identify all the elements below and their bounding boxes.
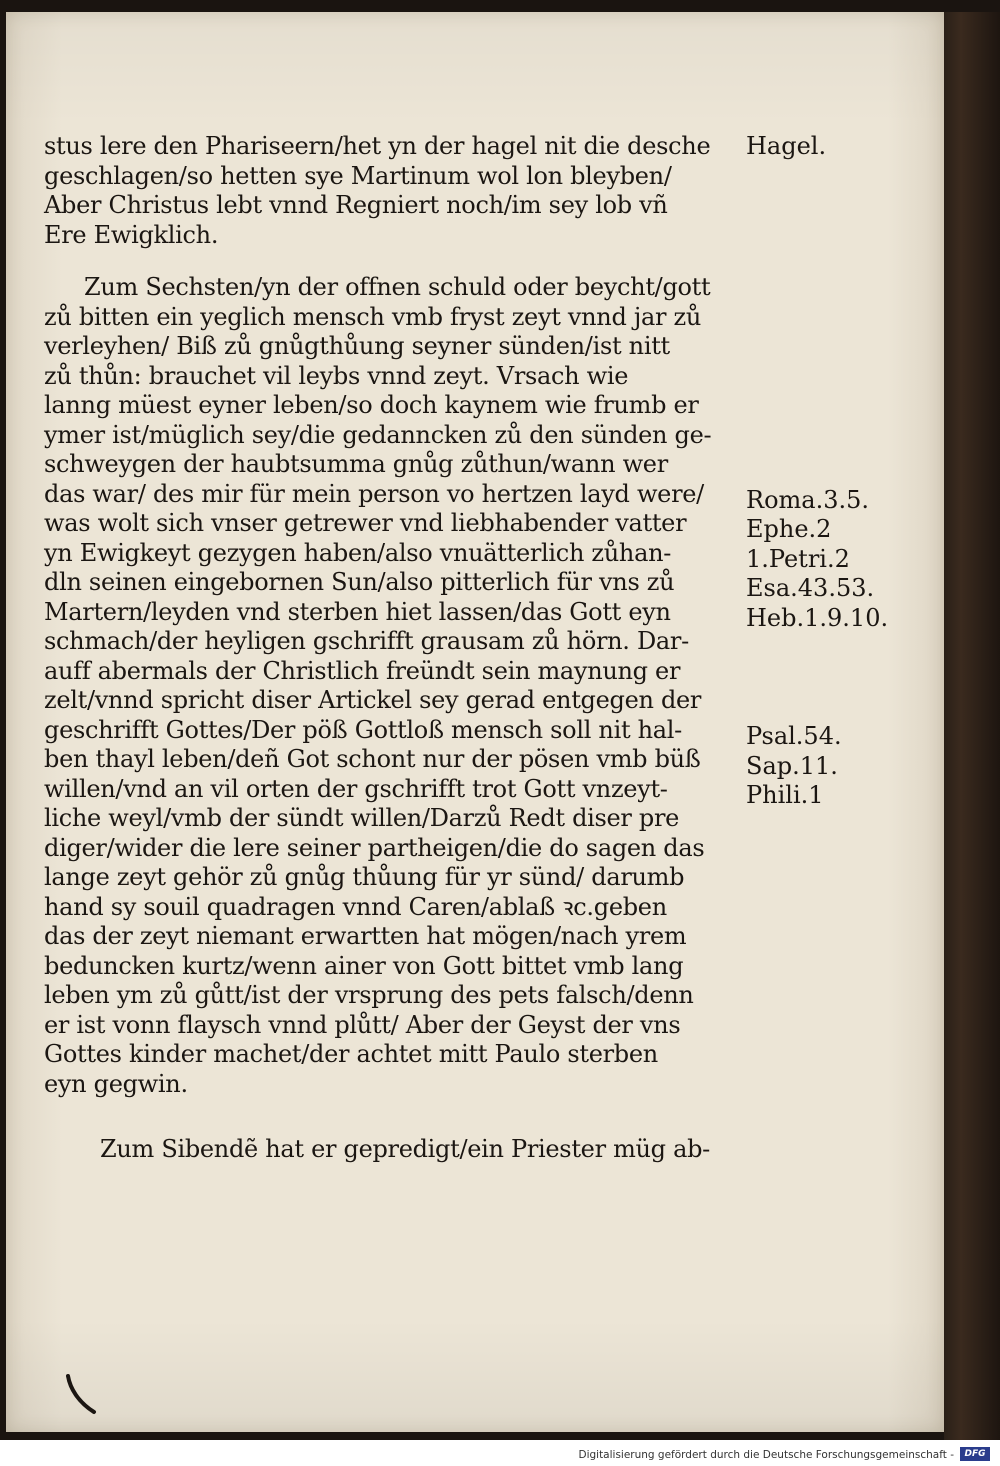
margin-note-psal: Psal.54. xyxy=(746,722,842,750)
text-line: geschlagen/so hetten sye Martinum wol lon bleyben/ xyxy=(44,161,672,190)
funding-notice: Digitalisierung gefördert durch die Deutsche Forschungsgemeinschaft - xyxy=(578,1449,954,1461)
margin-note-phili: Phili.1 xyxy=(746,781,824,809)
text-line: zů thůn: brauchet vil leybs vnnd zeyt. Vrsach wie xyxy=(44,361,629,390)
text-line: schmach/der heyligen gschrifft grausam zů hörn. Dar- xyxy=(44,627,689,655)
margin-note-ephe: Ephe.2 xyxy=(746,515,832,543)
page-edge-shadow xyxy=(944,12,1000,1440)
text-line: ben thayl leben/deñ Got schont nur der pösen vmb büß xyxy=(44,745,701,773)
text-line: schweygen der haubtsumma gnůg zůthun/wann wer xyxy=(44,450,668,478)
text-line: yn Ewigkeyt gezygen haben/also vnuätterlich zůhan- xyxy=(44,538,672,567)
text-line: Martern/leyden vnd sterben hiet lassen/das Gott eyn xyxy=(44,597,671,626)
text-line: stus lere den Pharisеern/het yn der hagel nit die desche xyxy=(44,132,711,160)
main-text-block xyxy=(44,132,744,1165)
text-line: dln seinen eingebornen Sun/also pitterlich für vns zů xyxy=(44,568,675,596)
margin-note-hagel: Hagel. xyxy=(746,132,827,160)
margin-note-esa: Esa.43.53. xyxy=(746,574,875,602)
text-line: geschrifft Gottes/Der pöß Gottloß mensch soll nit hal- xyxy=(44,715,682,744)
text-line: zů bitten ein yeglich mensch vmb fryst zeyt vnnd jar zů xyxy=(44,302,701,331)
margin-note-petri: 1.Petri.2 xyxy=(746,545,850,573)
text-line: beduncken kurtz/wenn ainer von Gott bittet vmb lang xyxy=(44,951,684,980)
text-line: Ere Ewigklich. xyxy=(44,220,219,249)
text-line: ymer ist/müglich sey/die gedanncken zů den sünden ge- xyxy=(44,420,712,449)
text-line: was wolt sich vnser getrewer vnd liebhabender vatter xyxy=(44,509,687,537)
text-line: Zum Sechsten/yn der offnen schuld oder beycht/gott xyxy=(84,273,711,301)
dfg-logo: DFG xyxy=(960,1447,990,1461)
text-line: er ist vonn flaysch vnnd plůtt/ Aber der Geyst der vns xyxy=(44,1010,681,1039)
margin-note-roma: Roma.3.5. xyxy=(746,486,870,514)
text-line: hand sy souil quadragen vnnd Caren/ablaß ꝛc.geben xyxy=(44,892,667,921)
text-line: das war/ des mir für mein person vo hertzen layd were/ xyxy=(44,479,704,508)
text-line: verleyhen/ Biß zů gnůgthůung seyner sünden/ist nitt xyxy=(44,332,670,360)
text-line: leben ym zů gůtt/ist der vrsprung des pets falsch/denn xyxy=(44,981,694,1009)
text-line: Gottes kinder machet/der achtet mitt Paulo sterben xyxy=(44,1040,658,1068)
margin-note-heb: Heb.1.9.10. xyxy=(746,604,889,632)
text-line: auff abermals der Christlich freündt sein maynung er xyxy=(44,656,681,685)
text-line: lange zeyt gehör zů gnůg thůung für yr sünd/ darumb xyxy=(44,863,685,891)
text-line: liche weyl/vmb der sündt willen/Darzů Redt diser pre xyxy=(44,804,680,832)
text-line: zelt/vnnd spricht diser Artickel sey gerad entgegen der xyxy=(44,686,702,714)
text-line: willen/vnd an vil orten der gschrifft trot Gott vnzeyt- xyxy=(44,774,668,803)
text-line: diger/wider die lere seiner partheigen/die do sagen das xyxy=(44,833,705,862)
text-line: Zum Sibendẽ hat er gepredigt/ein Priester müg ab- xyxy=(100,1135,710,1163)
paragraph-2 xyxy=(44,273,744,1099)
margin-note-sap: Sap.11. xyxy=(746,752,838,780)
paragraph-1 xyxy=(44,132,744,250)
text-line: lanng müest eyner leben/so doch kaynem wie frumb er xyxy=(44,391,699,419)
text-line: eyn gegwin. xyxy=(44,1069,188,1098)
paragraph-3 xyxy=(44,1135,744,1165)
ink-stroke-mark xyxy=(64,1372,104,1418)
text-line: das der zeyt niemant erwartten hat mögen/nach yrem xyxy=(44,922,687,950)
text-line: Aber Christus lebt vnnd Regniert noch/im sey lob vñ xyxy=(44,191,668,219)
footer-bar xyxy=(0,1440,1000,1466)
